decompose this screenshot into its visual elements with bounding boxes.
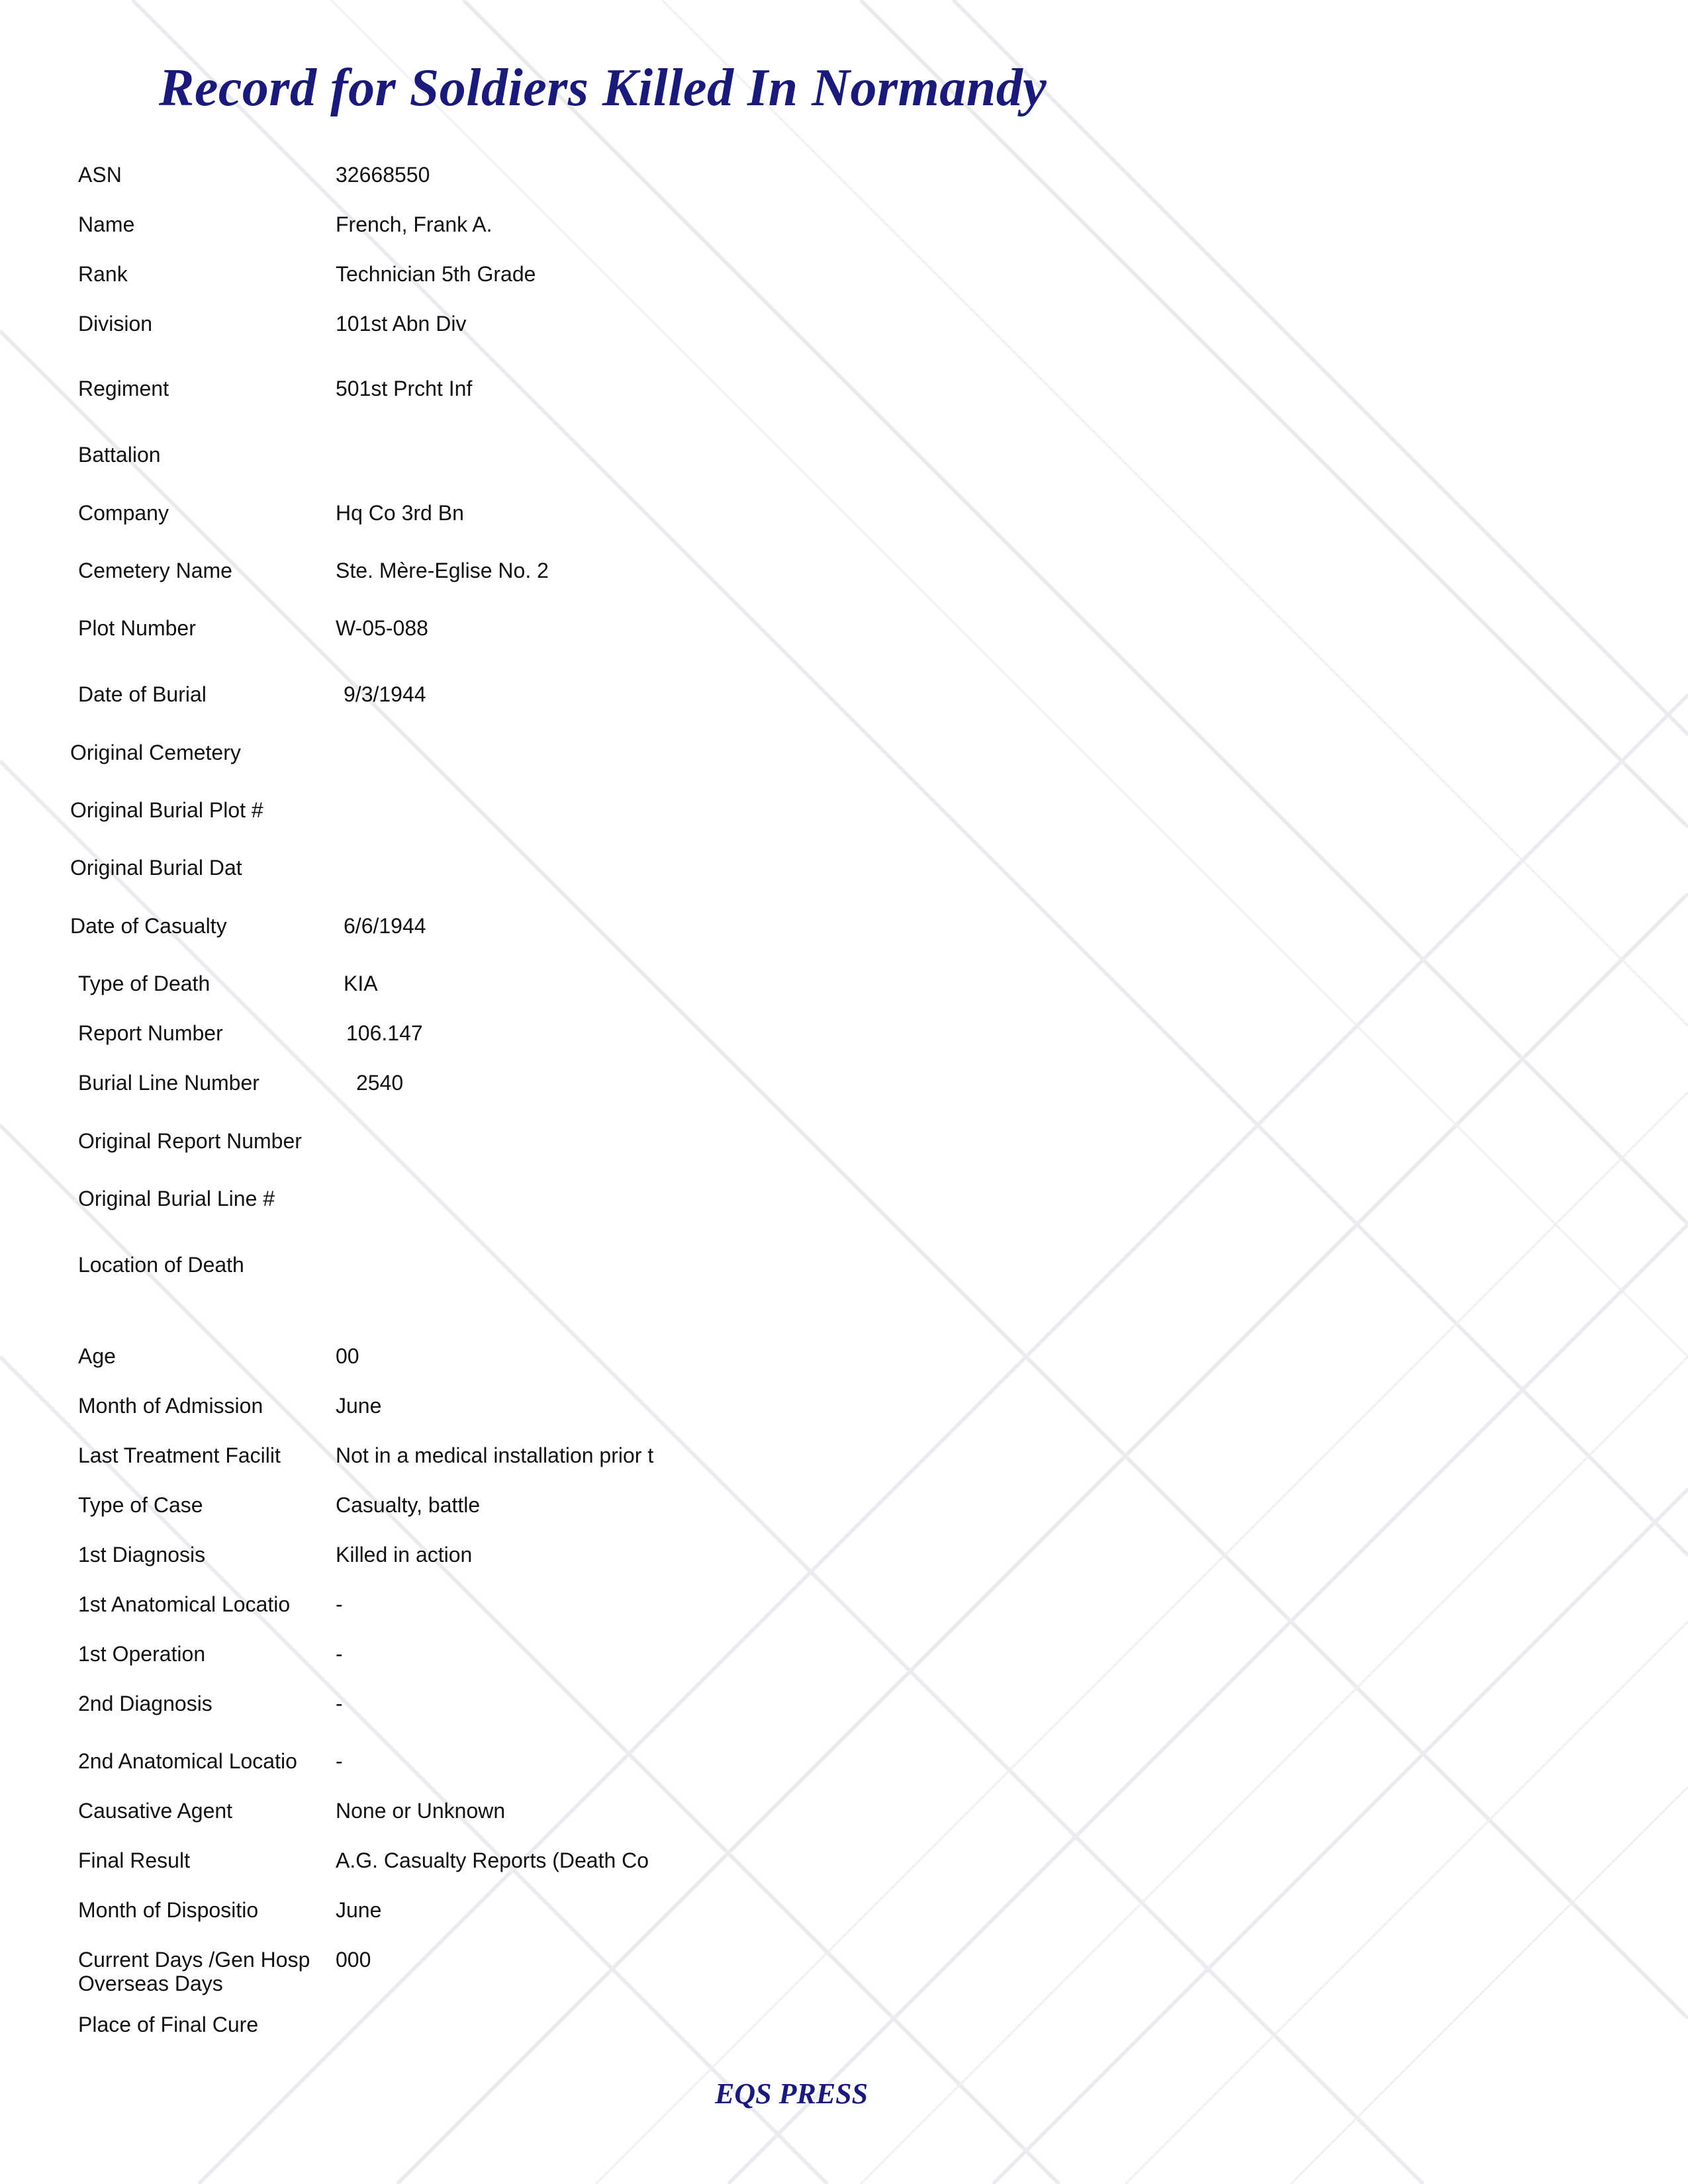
field-label: Name (78, 212, 135, 236)
field-label: Location of Death (78, 1253, 244, 1277)
field-value: Technician 5th Grade (336, 262, 536, 286)
field-label: Original Report Number (78, 1129, 302, 1153)
field-value: W-05-088 (336, 616, 428, 640)
field-label: Division (78, 312, 153, 336)
field-label: Regiment (78, 377, 169, 400)
field-value: 501st Prcht Inf (336, 377, 473, 400)
field-label: Original Burial Plot # (70, 798, 263, 822)
field-value: A.G. Casualty Reports (Death Co (336, 1848, 649, 1872)
field-label: Date of Casualty (70, 914, 227, 938)
field-value: June (336, 1394, 382, 1418)
field-value: 106.147 (346, 1021, 423, 1045)
field-label: Original Burial Dat (70, 856, 242, 880)
page-title: Record for Soldiers Killed In Normandy (159, 59, 1047, 117)
field-value: KIA (344, 972, 378, 995)
field-value: - (336, 1749, 343, 1773)
field-label: 1st Anatomical Locatio (78, 1592, 291, 1616)
field-value: 101st Abn Div (336, 312, 467, 336)
field-label: Age (78, 1344, 116, 1368)
field-value: 000 (336, 1948, 371, 1972)
field-label: Plot Number (78, 616, 196, 640)
field-label: Final Result (78, 1848, 190, 1872)
field-label: ASN (78, 163, 122, 187)
field-label: Battalion (78, 443, 161, 467)
field-value: - (336, 1692, 343, 1715)
field-label: Overseas Days (78, 1972, 223, 1995)
field-label: Causative Agent (78, 1799, 233, 1823)
field-label: Type of Case (78, 1493, 203, 1517)
field-value: Not in a medical installation prior t (336, 1443, 654, 1467)
field-value: June (336, 1898, 382, 1922)
field-label: 1st Operation (78, 1642, 206, 1666)
field-label: Original Burial Line # (78, 1187, 275, 1210)
footer-publisher: EQS PRESS (715, 2077, 868, 2110)
field-value: 2540 (356, 1071, 404, 1095)
field-value: Hq Co 3rd Bn (336, 501, 464, 525)
field-label: Date of Burial (78, 682, 207, 706)
field-label: Type of Death (78, 972, 211, 995)
field-value: 00 (336, 1344, 359, 1368)
field-label: Original Cemetery (70, 741, 241, 764)
field-label: Burial Line Number (78, 1071, 259, 1095)
field-label: Place of Final Cure (78, 2013, 259, 2036)
field-label: Last Treatment Facilit (78, 1443, 281, 1467)
field-label: Company (78, 501, 169, 525)
field-label: Month of Admission (78, 1394, 263, 1418)
field-value: - (336, 1592, 343, 1616)
field-label: Cemetery Name (78, 559, 232, 582)
field-label: 2nd Diagnosis (78, 1692, 212, 1715)
field-value: 6/6/1944 (344, 914, 426, 938)
field-value: 32668550 (336, 163, 430, 187)
field-value: French, Frank A. (336, 212, 492, 236)
field-label: 2nd Anatomical Locatio (78, 1749, 297, 1773)
field-label: Current Days /Gen Hosp (78, 1948, 310, 1972)
field-value: Casualty, battle (336, 1493, 481, 1517)
field-value: - (336, 1642, 343, 1666)
field-value: 9/3/1944 (344, 682, 426, 706)
field-label: Report Number (78, 1021, 223, 1045)
field-value: Killed in action (336, 1543, 473, 1567)
field-label: Month of Dispositio (78, 1898, 259, 1922)
field-label: Rank (78, 262, 128, 286)
field-label: 1st Diagnosis (78, 1543, 206, 1567)
field-value: Ste. Mère-Eglise No. 2 (336, 559, 549, 582)
field-value: None or Unknown (336, 1799, 506, 1823)
